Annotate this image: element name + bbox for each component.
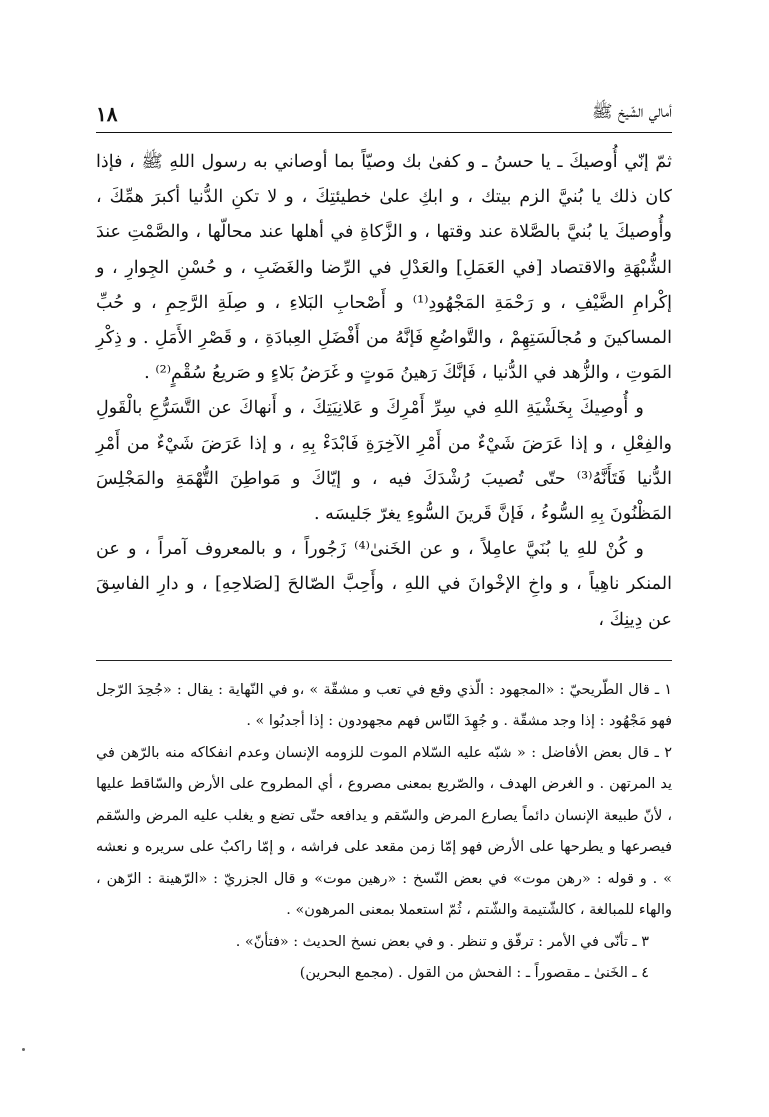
scan-speck: [22, 1048, 25, 1051]
page-number: ١٨: [96, 102, 118, 126]
footnote: ٢ ـ قال بعض الأفاضل : « شبّه عليه السّلام الموت للزومه الإنسان وعدم انفكاكه منه بالرّهن في يد المرتهن . و الغرض الهدف ، والصّريع بمعنى مصروع ، أي المطروح على الأرض والسّاقط عليها ، لأنّ طبيعة الإنسان دائماً يصارع المرض والسّقم و يدافعه حتّى تضع و يغلب عليه المرض والسّقم فيصرعها و يطرحها على الأرض فهو إمّا زمن مقعد على فراشه ، و إمّا راكبٌ على سريره و نعشه » . و قوله : «رهن موت» في بعض النّسخ : «رهين موت» و قال الجزريّ : «الرّهينة : الرّهن ، والهاء للمبالغة ، كالشّتيمة والشّتم ، ثُمّ استعملا بمعنى المرهون» .: [96, 744, 672, 919]
footnote: ٤ ـ الخَنىٰ ـ مقصوراً ـ : الفحش من القول . (مجمع البحرين): [299, 965, 649, 982]
header-divider: [96, 132, 672, 133]
paragraph: و أُوصِيكَ بِخَشْيَةِ اللهِ في سِرِّ أَمْرِكَ و عَلانِيَتِكَ ، و أَنهاكَ عن التَّسَرُّعِ بالْقَولِ والفِعْلِ ، و إذا عَرَضَ شَيْءٌ من أَمْرِ الآخِرَةِ فَابْدَءْ بِهِ ، و إذا عَرَضَ شَيْءٌ من أَمْرِ الدُّنيا فَتَأَنَّهُ⁽³⁾ حتّى تُصيبَ رُشْدَكَ فيه ، و إيّاكَ و مَواطِنَ التُّهْمَةِ والمَجْلِسَ المَظْنُونَ بِهِ السُّوءُ ، فَإنَّ قَرينَ السُّوءِ يغرّ جَليسَه .: [96, 398, 673, 525]
paragraph: و كُنْ للهِ يا بُنَيَّ عامِلاً ، و عن الخَنىٰ⁽⁴⁾ زَجُوراً ، و بالمعروف آمراً ، و عن المنكر ناهِياً ، و واخِ الإخْوانَ في اللهِ ، وأَحِبَّ الصّالحَ [لصَلاحِهِ] ، و دارِ الفاسِقَ عن دِينِكَ ،: [96, 539, 672, 630]
running-title: أمالي الشّيخ ﷺ: [591, 102, 672, 122]
footnotes: [96, 675, 672, 990]
page-header: [96, 92, 672, 126]
main-text: [96, 145, 672, 638]
footnote-divider: [96, 660, 672, 661]
book-page: [96, 92, 672, 990]
footnote: ١ ـ قال الطّريحيّ : «المجهود : الّذي وقع في تعب و مشقّة » ،و في النّهاية : يقال : «جُحِدَ الرّجل فهو مَجْهُود : إذا وجد مشقّة . و جُهِدَ النّاس فهم مجهودون : إذا أجدبُوا » .: [96, 681, 672, 730]
footnote: ٣ ـ تأنّى في الأمر : ترفّق و تنظر . و في بعض نسخ الحديث : «فتأنّ» .: [235, 933, 649, 950]
paragraph: ثمّ إنّي أُوصيكَ ـ يا حسنُ ـ و كفىٰ بك وصيّاً بما أوصاني به رسول اللهِ ﷺ ، فإذا كان ذلك يا بُنيَّ الزم بيتك ، و ابكِ علىٰ خطيئتِكَ ، و لا تكنِ الدُّنيا أكبرَ همِّكَ ، وأُوصيكَ يا بُنيَّ بالصَّلاة عند وقتها ، و الزَّكاةِ في أهلها عند محالّها ، والصَّمْتِ عندَ الشُّبْهَةِ والاقتصاد [في العَمَلِ] والعَدْلِ في الرِّضا والغَضَبِ ، و حُسْنِ الجِوارِ ، و إكْرامِ الضَّيْفِ ، و رَحْمَةِ المَجْهُودِ⁽¹⁾ و أَصْحابِ البَلاءِ ، و صِلَةِ الرَّحِمِ ، و حُبِّ المساكينَ و مُجالَسَتِهِمْ ، والتَّواضُعِ فَإنَّهُ من أَفْضَلِ العِبادَةِ ، و قَصْرِ الأَمَلِ . و ذِكْرِ المَوتِ ، والزُّهد في الدُّنيا ، فَإنَّكَ رَهينُ مَوتٍ و غَرَضُ بَلاءٍ و صَريعُ سُقْمٍ⁽²⁾ .: [96, 152, 672, 384]
